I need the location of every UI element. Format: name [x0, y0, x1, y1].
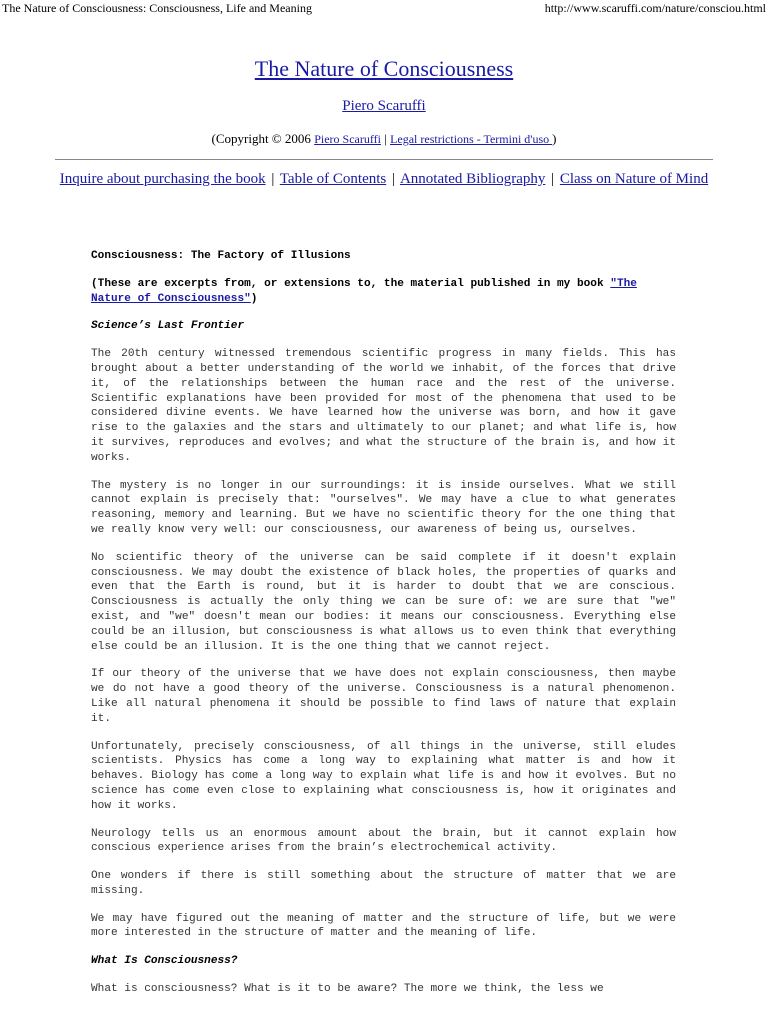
paragraph: The 20th century witnessed tremendous scientific progress in many fields. This has brought about a better understanding of the world we inhabit, of the forces that drive it, of the relationships between the human race and the rest of the universe. Scientific explanations have been provided for most of the phenomena that used to be considered divine events. We have learned how the universe was born, and how it gave rise to the galaxies and the stars and ultimately to our planet; and what life is, how it survives, reproduces and evolves; and what the structure of the brain is, and how it works.	[91, 348, 676, 464]
copyright-prefix: (Copyright © 2006	[211, 131, 315, 146]
nav-separator: |	[392, 171, 396, 187]
paragraph: No scientific theory of the universe can be said complete if it doesn't explain consciousness. We may doubt the existence of black holes, the properties of quarks and even that the Earth is round, but it is harder to doubt that we are conscious. Consciousness is actually the only thing we can be sure of: we are sure that "we" exist, and "we" doesn't mean our bodies: it means our consciousness. Everything else could be an illusion, but consciousness is what allows us to even think that everything else could be an illusion. It is the one thing that we cannot reject.	[91, 551, 676, 653]
paragraph: We may have figured out the meaning of matter and the structure of life, but we were more interested in the structure of matter and the meaning of life.	[91, 912, 676, 940]
legal-restrictions-link[interactable]: Legal restrictions - Termini d'uso	[390, 132, 553, 146]
book-title-link[interactable]: The Nature of Consciousness	[254, 56, 514, 81]
paragraph: If our theory of the universe that we have does not explain consciousness, then maybe we do not have a good theory of the universe. Consciousness is a natural phenomenon. Like all natural phenomena it should be possible to find laws of nature that explain it.	[91, 668, 676, 725]
print-header	[2, 0, 766, 16]
paragraph: The mystery is no longer in our surroundings: it is inside ourselves. What we still cannot explain is precisely that: "ourselves". We may have a clue to what generates reasoning, memory and learning. But we have no scientific theory for the one thing that we really know very well: our consciousness, our awareness of being us, ourselves.	[91, 479, 676, 536]
print-page-title: The Nature of Consciousness: Consciousness, Life and Meaning	[2, 1, 312, 15]
copyright-suffix: )	[552, 131, 557, 146]
author-link[interactable]: Piero Scaruffi	[342, 98, 426, 114]
article-content	[91, 249, 676, 1010]
nav-class-link[interactable]: Class on Nature of Mind	[559, 171, 709, 187]
book-link[interactable]: "The Nature of Consciousness"	[91, 277, 637, 305]
paragraph: What is consciousness? What is it to be aware? The more we think, the less we	[91, 983, 604, 996]
horizontal-divider	[55, 159, 713, 160]
nav-table-of-contents-link[interactable]: Table of Contents	[279, 171, 387, 187]
copyright-separator: |	[380, 131, 391, 146]
section-heading: Science’s Last Frontier	[91, 320, 245, 333]
chapter-title: Consciousness: The Factory of Illusions	[91, 250, 351, 262]
excerpt-suffix: )	[250, 292, 258, 305]
paragraph: One wonders if there is still something about the structure of matter that we are missing.	[91, 870, 676, 897]
excerpt-prefix: (These are excerpts from, or extensions to, the material published in my book	[91, 277, 611, 290]
nav-bibliography-link[interactable]: Annotated Bibliography	[399, 171, 546, 187]
paragraph: Neurology tells us an enormous amount about the brain, but it cannot explain how conscious experience arises from the brain’s electrochemical activity.	[91, 827, 676, 855]
copyright-line	[0, 131, 768, 147]
nav-bar	[0, 170, 768, 188]
nav-purchase-link[interactable]: Inquire about purchasing the book	[59, 171, 266, 187]
nav-separator: |	[271, 171, 275, 187]
excerpt-note	[91, 277, 676, 307]
copyright-author-link[interactable]: Piero Scaruffi	[314, 132, 381, 146]
nav-separator: |	[551, 171, 555, 187]
section-heading: What Is Consciousness?	[91, 955, 238, 968]
title-block	[0, 55, 768, 147]
paragraph: Unfortunately, precisely consciousness, of all things in the universe, still eludes scientists. Physics has come a long way to explaining what matter is and how it behaves. Biology has come a long way to explain what life is and how it evolves. But no science has come even close to explaining what consciousness is, how it originates and how it works.	[91, 740, 676, 812]
print-url: http://www.scaruffi.com/nature/consciou.html	[544, 1, 766, 15]
